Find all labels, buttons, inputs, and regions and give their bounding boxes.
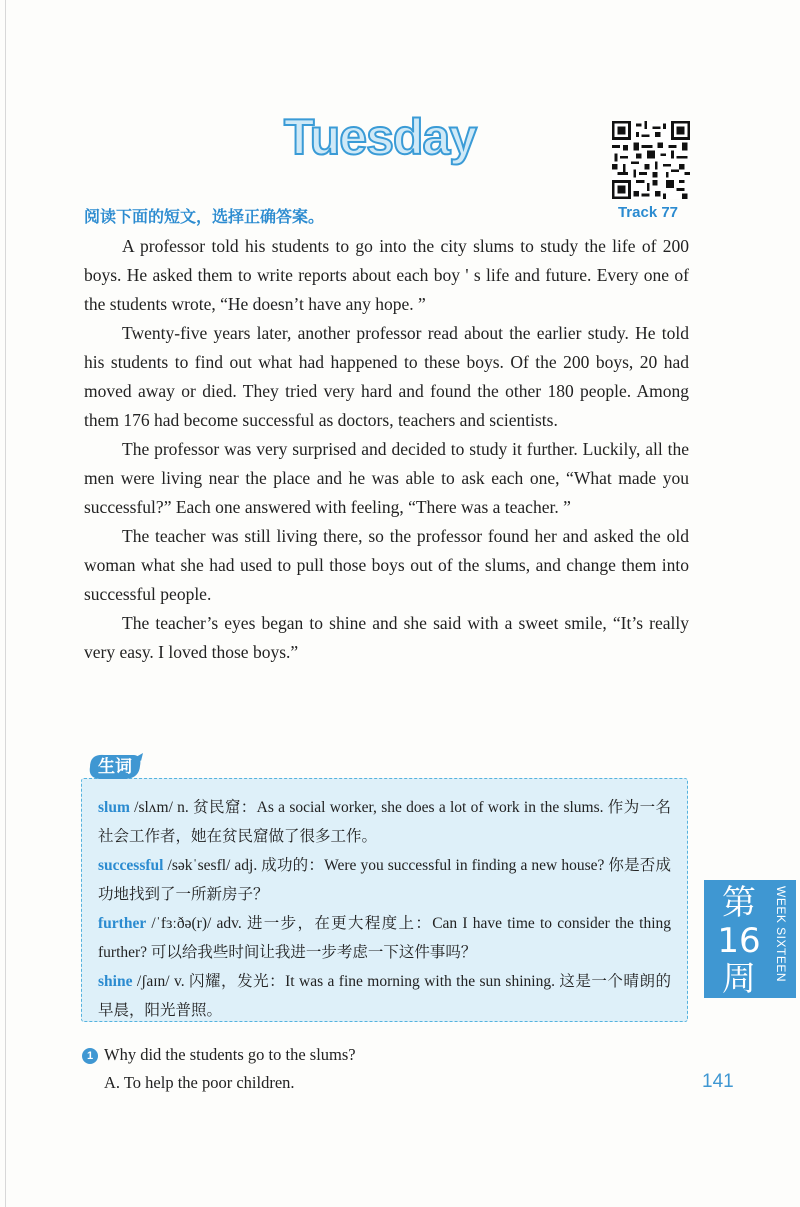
vocab-entry (98, 851, 671, 909)
week-tab-english: WEEK SIXTEEN (774, 886, 788, 983)
vocab-badge-label: 生词 (98, 757, 132, 777)
page-number: 141 (702, 1071, 734, 1092)
reading-instruction: 阅读下面的短文，选择正确答案。 (84, 207, 325, 226)
passage-paragraph: A professor told his students to go into the city slums to study the life of 200 boys. He asked them to write reports about each boy ' s life and future. Every one of the students wrote, “He doesn’t have any hope. ” (84, 236, 689, 314)
week-tab (704, 880, 796, 998)
vocab-definition: /səkˈsesfl/ adj. 成功的：Were you successful in finding a new house? 你是否成功地找到了一所新房子？ (98, 857, 671, 903)
week-tab-chinese: 第16周 (717, 883, 761, 999)
passage-paragraph: The teacher’s eyes began to shine and she said with a sweet smile, “It’s really very easy. I loved those boys.” (84, 613, 689, 662)
vocab-definition: /ˈfɜːðə(r)/ adv. 进一步，在更大程度上：Can I have time to consider the thing further? 可以给我些时间让我进一步考虑一下这件事吗？ (98, 915, 671, 961)
audio-track-label: Track 77 (617, 204, 679, 221)
vocab-entry (98, 909, 671, 967)
vocab-headword: successful (98, 857, 164, 874)
binding-edge (5, 0, 6, 1207)
vocab-badge (86, 752, 144, 782)
vocab-entry (98, 793, 671, 851)
passage-paragraph: The professor was very surprised and decided to study it further. Luckily, all the men were living near the place and he was able to ask each one, “What made you successful?” Each one answered with feeling, “There was a teacher. ” (84, 439, 689, 517)
qr-code-icon[interactable] (612, 121, 690, 199)
vocab-headword: further (98, 915, 147, 932)
question-block (82, 1041, 356, 1097)
vocab-definition: /ʃaɪn/ v. 闪耀，发光：It was a fine morning with the sun shining. 这是一个晴朗的早晨，阳光普照。 (98, 973, 671, 1019)
reading-passage (84, 232, 689, 667)
vocab-headword: shine (98, 973, 133, 990)
vocab-headword: slum (98, 799, 130, 816)
answer-option-a[interactable]: A. To help the poor children. (104, 1073, 295, 1092)
page-title: Tuesday (283, 109, 477, 165)
vocab-definition: /slʌm/ n. 贫民窟：As a social worker, she does a lot of work in the slums. 作为一名社会工作者，她在贫民窟做了很多工作。 (98, 799, 671, 845)
question-text (82, 1041, 356, 1069)
vocab-entry (98, 967, 671, 1025)
question-number-badge: 1 (82, 1048, 98, 1064)
passage-paragraph: Twenty-five years later, another professor read about the earlier study. He told his students to find out what had happened to these boys. Of the 200 boys, 20 had moved away or died. They tried very hard and found the other 180 people. Among them 176 had become successful as doctors, teachers and scientists. (84, 323, 689, 430)
question-prompt: Why did the students go to the slums? (104, 1045, 356, 1064)
passage-paragraph: The teacher was still living there, so the professor found her and asked the old woman what she had used to pull those boys out of the slums, and change them into successful people. (84, 526, 689, 604)
vocabulary-box (81, 778, 688, 1022)
